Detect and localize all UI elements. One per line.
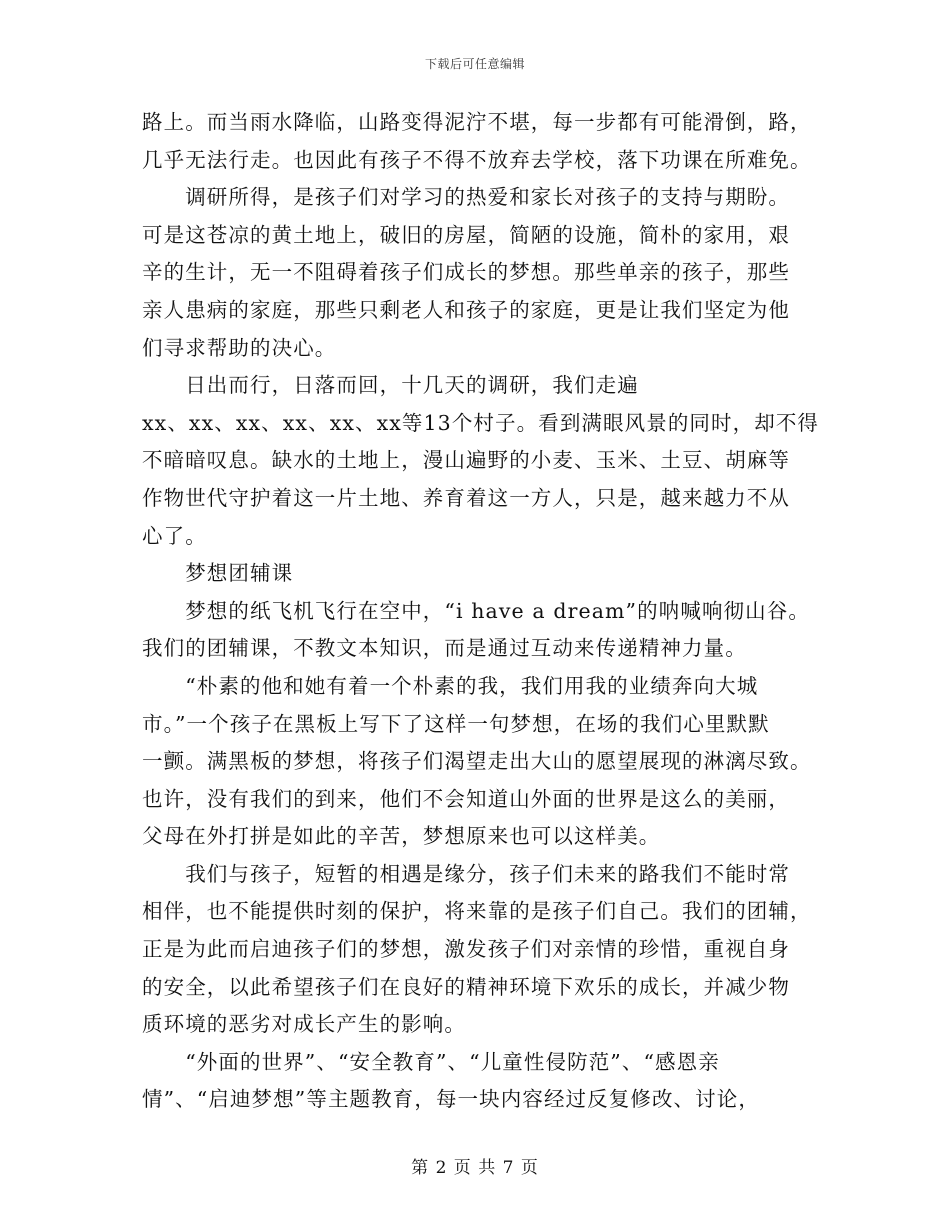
text-line: 也许，没有我们的到来，他们不会知道山外面的世界是这么的美丽，: [142, 786, 790, 811]
text-line: 日出而行，日落而回，十几天的调研，我们走遍: [142, 373, 639, 398]
text-line: 们寻求帮助的决心。: [142, 335, 337, 360]
text-line: 情”、“启迪梦想”等主题教育，每一块内容经过反复修改、讨论，: [142, 1087, 760, 1112]
text-line: 心了。: [142, 523, 207, 548]
text-line: 我们的团辅课，不教文本知识，而是通过互动来传递精神力量。: [142, 636, 747, 661]
text-line: 市。”一个孩子在黑板上写下了这样一句梦想，在场的我们心里默默: [142, 711, 770, 736]
text-line: 我们与孩子，短暂的相遇是缘分，孩子们未来的路我们不能时常: [142, 861, 790, 886]
text-line: 质环境的恶劣对成长产生的影响。: [142, 1012, 466, 1037]
text-line: 梦想的纸飞机飞行在空中，“i have a dream”的呐喊响彻山谷。: [142, 598, 810, 623]
text-line: 的安全，以此希望孩子们在良好的精神环境下欢乐的成长，并减少物: [142, 974, 790, 999]
text-line: 几乎无法行走。也因此有孩子不得不放弃去学校，落下功课在所难免。: [142, 147, 812, 172]
page-footer: 第 2 页 共 7 页: [411, 1158, 539, 1178]
text-line: 一颤。满黑板的梦想，将孩子们渴望走出大山的愿望展现的淋漓尽致。: [142, 749, 812, 774]
text-line: 正是为此而启迪孩子们的梦想，激发孩子们对亲情的珍惜，重视自身: [142, 937, 790, 962]
text-line: 不暗暗叹息。缺水的土地上，漫山遍野的小麦、玉米、土豆、胡麻等: [142, 448, 790, 473]
text-line: “外面的世界”、“安全教育”、“儿童性侵防范”、“感恩亲: [142, 1049, 720, 1074]
section-heading: 梦想团辅课: [142, 561, 294, 586]
text-line: 父母在外打拼是如此的辛苦，梦想原来也可以这样美。: [142, 824, 661, 849]
document-body: [142, 104, 822, 1119]
text-line: 调研所得，是孩子们对学习的热爱和家长对孩子的支持与期盼。: [142, 185, 790, 210]
text-line: 辛的生计，无一不阻碍着孩子们成长的梦想。那些单亲的孩子，那些: [142, 260, 790, 285]
text-line: 可是这苍凉的黄土地上，破旧的房屋，简陋的设施，简朴的家用，艰: [142, 222, 790, 247]
text-line: 亲人患病的家庭，那些只剩老人和孩子的家庭，更是让我们坚定为他: [142, 297, 790, 322]
text-line: “朴素的他和她有着一个朴素的我，我们用我的业绩奔向大城: [142, 673, 759, 698]
text-line: 作物世代守护着这一片土地、养育着这一方人，只是，越来越力不从: [142, 485, 790, 510]
text-line: 相伴，也不能提供时刻的保护，将来靠的是孩子们自己。我们的团辅，: [142, 899, 812, 924]
text-line: 路上。而当雨水降临，山路变得泥泞不堪，每一步都有可能滑倒，路，: [142, 110, 812, 134]
page-header: 下载后可任意编辑: [424, 57, 525, 71]
text-line: xx、xx、xx、xx、xx、xx等13个村子。看到满眼风景的同时，却不得: [142, 410, 820, 435]
